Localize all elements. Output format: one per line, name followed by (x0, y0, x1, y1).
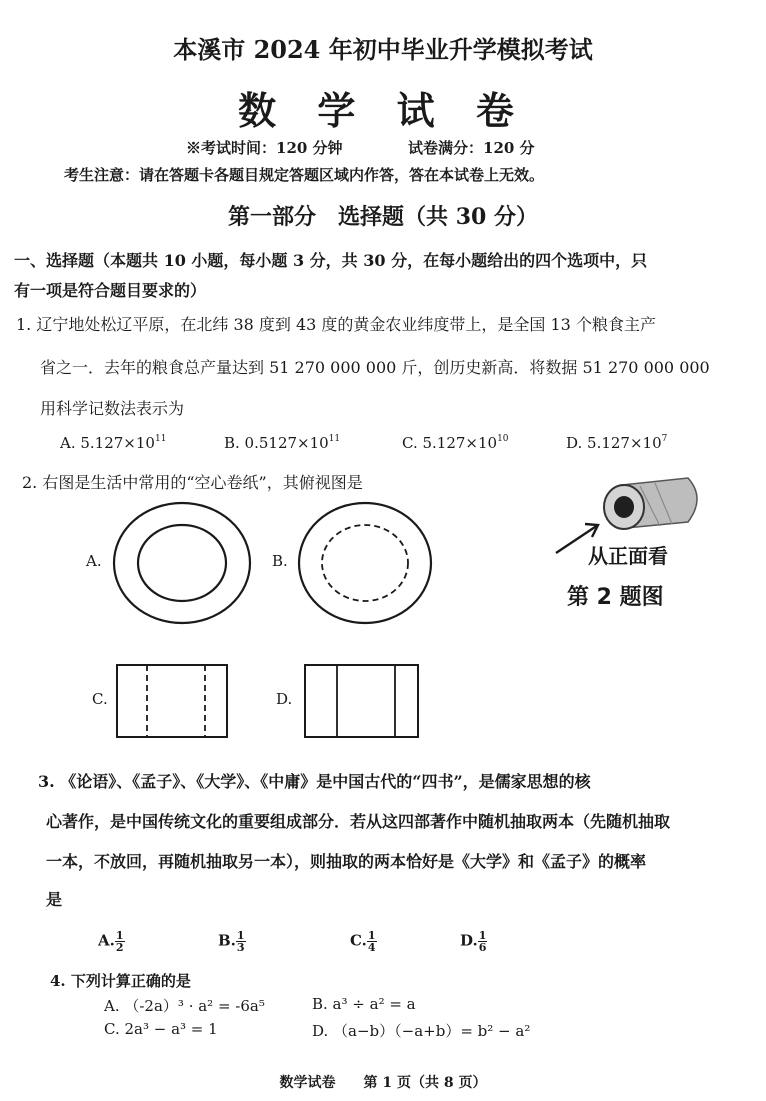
q2-text: 2. 右图是生活中常用的“空心卷纸”，其俯视图是 (22, 473, 363, 492)
q2-option-c-figure (117, 665, 227, 737)
figure-caption: 第 2 题图 (567, 585, 664, 610)
q1-line1: 1. 辽宁地处松辽平原，在北纬 38 度到 43 度的黄金农业纬度带上，是全国 13 个粮食主产 (16, 315, 656, 334)
q1-option-d: D. $5.127\times 10^7$ (566, 434, 668, 452)
q1-option-c: C. $5.127\times 10^{10}$ (402, 434, 509, 452)
q2-label-c: C. (92, 690, 108, 708)
q3-option-a: A. $\frac{1}{2}$ (98, 929, 124, 954)
q1-line2: 省之一．去年的粮食总产量达到 51 270 000 000 斤，创历史新高．将数据 51 270 000 000 (40, 358, 710, 377)
q4-option-c: C. 2a³ − a³ = 1 (104, 1020, 218, 1038)
part-title: 第一部分 选择题（共 30 分） (228, 204, 538, 230)
q3-option-d: D. $\frac{1}{6}$ (460, 929, 487, 954)
q2-label-b: B. (272, 552, 288, 570)
paper-roll-illustration (604, 478, 697, 529)
q3-line1: 3. 《论语》、《孟子》、《大学》、《中庸》是中国古代的“四书”，是儒家思想的核 (38, 772, 591, 791)
q2-label-a: A. (86, 552, 102, 570)
q2-option-b-figure (299, 503, 431, 623)
q3-line2: 心著作，是中国传统文化的重要组成部分．若从这四部著作中随机抽取两本（先随机抽取 (46, 812, 671, 831)
subject-title: 数 学 试 卷 (238, 88, 528, 133)
exam-time: ※考试时间：120 分钟 (186, 139, 343, 157)
q4-option-a: A. （-2a）³ · a² = -6a⁵ (104, 997, 265, 1015)
q2-option-a-figure (114, 503, 250, 623)
full-score: 试卷满分：120 分 (408, 139, 535, 157)
view-direction-label: 从正面看 (588, 544, 668, 568)
q2-option-d-figure (305, 665, 418, 737)
q1-option-b: B. $0.5127\times 10^{11}$ (224, 434, 341, 452)
exam-title: 本溪市 2024 年初中毕业升学模拟考试 (173, 35, 593, 64)
q4-text: 4. 下列计算正确的是 (50, 972, 191, 990)
section-heading-line2: 有一项是符合题目要求的） (14, 281, 207, 300)
q3-line3: 一本，不放回，再随机抽取另一本），则抽取的两本恰好是《大学》和《孟子》的概率 (46, 852, 647, 871)
q4-option-b: B. a³ ÷ a² = a (312, 995, 416, 1013)
q1-line3: 用科学记数法表示为 (40, 399, 185, 418)
q3-option-b: B. $\frac{1}{3}$ (218, 929, 245, 954)
q3-option-c: C. $\frac{1}{4}$ (350, 929, 376, 954)
exam-notice: 考生注意：请在答题卡各题目规定答题区域内作答，答在本试卷上无效。 (64, 166, 545, 184)
section-heading-line1: 一、选择题（本题共 10 小题，每小题 3 分，共 30 分，在每小题给出的四个选项中，只 (14, 251, 648, 270)
q3-line4: 是 (46, 890, 63, 909)
q1-option-a: A. $5.127\times 10^{11}$ (60, 434, 167, 452)
q4-option-d: D. （a−b）（−a+b）= b² − a² (312, 1022, 531, 1040)
q2-label-d: D. (276, 690, 293, 708)
page-footer: 数学试卷 第 1 页（共 8 页） (279, 1075, 487, 1091)
